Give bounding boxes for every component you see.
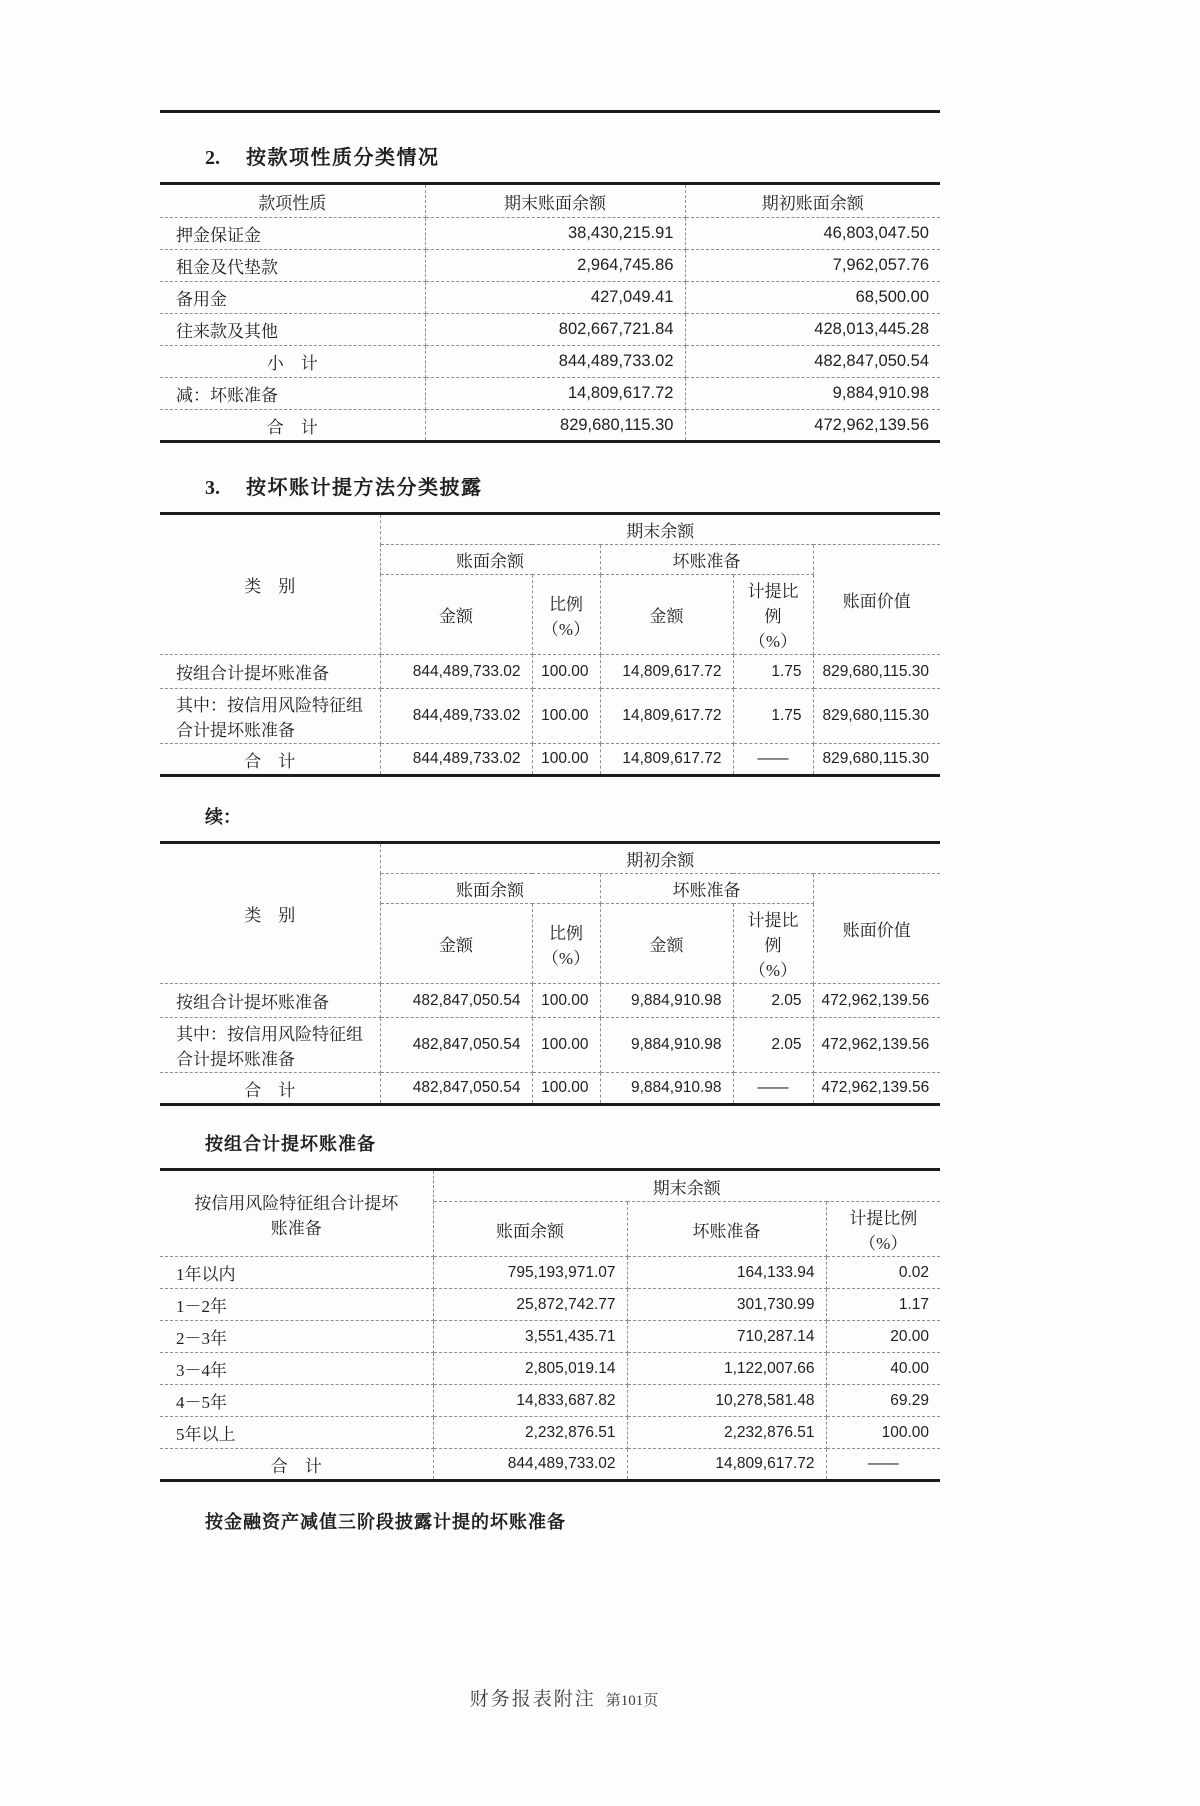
- cell-ending-balance: 14,809,617.72: [425, 378, 685, 410]
- table-row: [160, 1289, 940, 1321]
- table-row: [160, 1257, 940, 1289]
- total-row: [160, 1449, 940, 1481]
- cell-ending-balance: 829,680,115.30: [425, 410, 685, 442]
- table-row: [160, 1353, 940, 1385]
- total-row: [160, 744, 940, 776]
- cell-category: 其中：按信用风险特征组合计提坏账准备: [160, 689, 380, 744]
- cell-category: 按组合计提坏账准备: [160, 984, 380, 1018]
- cell-category: 按组合计提坏账准备: [160, 655, 380, 689]
- col-header-book-balance: 账面余额: [433, 1202, 627, 1257]
- cell-book-balance: 795,193,971.07: [433, 1257, 627, 1289]
- col-header-bad-debt: 坏账准备: [600, 874, 813, 904]
- cell-nature: 往来款及其他: [160, 314, 425, 346]
- cell-beginning-balance: 68,500.00: [685, 282, 940, 314]
- cell-provision-ratio: 1.75: [733, 689, 813, 744]
- table-row: [160, 689, 940, 744]
- cell-bad-debt: 164,133.94: [627, 1257, 826, 1289]
- cell-bad-debt: 14,809,617.72: [600, 689, 733, 744]
- cell-book-balance: 25,872,742.77: [433, 1289, 627, 1321]
- col-header-bad-debt: 坏账准备: [600, 545, 813, 575]
- cell-beginning-balance: 7,962,057.76: [685, 250, 940, 282]
- cell-nature: 减：坏账准备: [160, 378, 425, 410]
- table-row: [160, 1385, 940, 1417]
- cell-aging: 5年以上: [160, 1417, 433, 1449]
- cell-bad-debt: 9,884,910.98: [600, 1018, 733, 1073]
- table-row: [160, 282, 940, 314]
- section-3-title: 按坏账计提方法分类披露: [246, 477, 483, 499]
- cell-provision-ratio: 2.05: [733, 984, 813, 1018]
- cell-book-balance: 3,551,435.71: [433, 1321, 627, 1353]
- cell-provision-ratio: 2.05: [733, 1018, 813, 1073]
- cell-nature: 合 计: [160, 410, 425, 442]
- table-row: [160, 655, 940, 689]
- cell-aging: 3－4年: [160, 1353, 433, 1385]
- table-header-row: [160, 514, 940, 545]
- footer-title: 财务报表附注: [469, 1689, 596, 1710]
- col-header-amount: 金额: [380, 904, 532, 984]
- cell-amount: 482,847,050.54: [380, 1018, 532, 1073]
- continued-label: 续：: [205, 807, 241, 827]
- col-header-provision-ratio: [733, 904, 813, 984]
- col-header-provision-ratio: [733, 575, 813, 655]
- cell-ending-balance: 38,430,215.91: [425, 218, 685, 250]
- cell-amount: 844,489,733.02: [380, 655, 532, 689]
- section-3-number: 3.: [205, 477, 220, 499]
- col-header-provision-ratio-line1: 计提比例: [747, 582, 799, 626]
- cell-ratio: 100.00: [532, 744, 600, 776]
- col-header-credit-risk-category: 按信用风险特征组合计提坏账准备: [160, 1170, 433, 1257]
- cell-bad-debt: 9,884,910.98: [600, 984, 733, 1018]
- header-rule: [160, 110, 940, 113]
- cell-provision-ratio: 0.02: [826, 1257, 940, 1289]
- cell-ending-balance: 2,964,745.86: [425, 250, 685, 282]
- cell-nature: 租金及代垫款: [160, 250, 425, 282]
- col-header-ratio-line1: 比例: [549, 923, 583, 943]
- col-header-ratio: [532, 575, 600, 655]
- cell-beginning-balance: 9,884,910.98: [685, 378, 940, 410]
- table-row: [160, 250, 940, 282]
- table-row: [160, 218, 940, 250]
- cell-provision-ratio: 20.00: [826, 1321, 940, 1353]
- cell-beginning-balance: 428,013,445.28: [685, 314, 940, 346]
- cell-bad-debt: 14,809,617.72: [627, 1449, 826, 1481]
- cell-bad-debt: 2,232,876.51: [627, 1417, 826, 1449]
- cell-book-balance: 14,833,687.82: [433, 1385, 627, 1417]
- total-row: [160, 410, 940, 442]
- col-header-ratio-line2: （%）: [541, 619, 591, 639]
- cell-bad-debt: 10,278,581.48: [627, 1385, 826, 1417]
- table-row: [160, 1417, 940, 1449]
- cell-amount: 844,489,733.02: [380, 689, 532, 744]
- cell-category: 其中：按信用风险特征组合计提坏账准备: [160, 1018, 380, 1073]
- subtotal-row: [160, 346, 940, 378]
- col-header-beginning-balance: 期初账面余额: [685, 184, 940, 218]
- section-3-heading: [205, 471, 940, 500]
- table-header-row: [160, 184, 940, 218]
- cell-amount: 844,489,733.02: [380, 744, 532, 776]
- cell-bad-debt: 14,809,617.72: [600, 655, 733, 689]
- col-header-ending-balance: 期末账面余额: [425, 184, 685, 218]
- cell-category: 合 计: [160, 744, 380, 776]
- cell-carrying-value: 472,962,139.56: [813, 1073, 940, 1105]
- section-2-title: 按款项性质分类情况: [246, 147, 440, 169]
- cell-nature: 备用金: [160, 282, 425, 314]
- col-header-amount: 金额: [380, 575, 532, 655]
- cell-carrying-value: 472,962,139.56: [813, 1018, 940, 1073]
- footer-page-number: 第101页: [605, 1693, 659, 1709]
- cell-aging: 1－2年: [160, 1289, 433, 1321]
- cell-ending-balance: 802,667,721.84: [425, 314, 685, 346]
- section-2-number: 2.: [205, 147, 220, 169]
- cell-provision-ratio: 1.75: [733, 655, 813, 689]
- col-header-amount: 金额: [600, 575, 733, 655]
- bad-debt-method-table-ending: [160, 512, 940, 777]
- cell-carrying-value: 829,680,115.30: [813, 655, 940, 689]
- cell-aging: 1年以内: [160, 1257, 433, 1289]
- page-content: [160, 110, 940, 1711]
- col-header-bad-debt: 坏账准备: [627, 1202, 826, 1257]
- col-header-amount: 金额: [600, 904, 733, 984]
- cell-ratio: 100.00: [532, 984, 600, 1018]
- col-header-carrying-value: 账面价值: [813, 545, 940, 655]
- table-row: [160, 314, 940, 346]
- section-2-heading: [205, 141, 940, 170]
- cell-bad-debt: 14,809,617.72: [600, 744, 733, 776]
- cell-beginning-balance: 46,803,047.50: [685, 218, 940, 250]
- col-header-period-ending: 期末余额: [380, 514, 940, 545]
- cell-ending-balance: 844,489,733.02: [425, 346, 685, 378]
- cell-provision-ratio: ——: [733, 1073, 813, 1105]
- cell-book-balance: 2,232,876.51: [433, 1417, 627, 1449]
- col-header-period-beginning: 期初余额: [380, 843, 940, 874]
- table-row: [160, 378, 940, 410]
- cell-provision-ratio: 40.00: [826, 1353, 940, 1385]
- cell-category: 合 计: [160, 1073, 380, 1105]
- table-header-row: [160, 1170, 940, 1202]
- cell-carrying-value: 472,962,139.56: [813, 984, 940, 1018]
- cell-bad-debt: 301,730.99: [627, 1289, 826, 1321]
- cell-ratio: 100.00: [532, 655, 600, 689]
- col-header-provision-ratio-line2: （%）: [748, 961, 798, 980]
- cell-nature: 小 计: [160, 346, 425, 378]
- cell-provision-ratio: ——: [733, 744, 813, 776]
- three-stage-note: 按金融资产减值三阶段披露计提的坏账准备: [205, 1512, 566, 1532]
- cell-ratio: 100.00: [532, 1018, 600, 1073]
- table-header-row: [160, 843, 940, 874]
- table-row: [160, 1321, 940, 1353]
- col-header-book-balance: 账面余额: [380, 545, 600, 575]
- col-header-category: 类 别: [160, 843, 380, 984]
- col-header-provision-ratio-line1: 计提比例: [747, 911, 799, 955]
- table-row: [160, 984, 940, 1018]
- col-header-period-ending: 期末余额: [433, 1170, 940, 1202]
- bad-debt-method-table-beginning: [160, 841, 940, 1106]
- cell-carrying-value: 829,680,115.30: [813, 744, 940, 776]
- col-header-ratio: [532, 904, 600, 984]
- cell-provision-ratio: 1.17: [826, 1289, 940, 1321]
- cell-ratio: 100.00: [532, 1073, 600, 1105]
- cell-aging: 4－5年: [160, 1385, 433, 1417]
- cell-aging: 2－3年: [160, 1321, 433, 1353]
- col-header-nature: 款项性质: [160, 184, 425, 218]
- cell-book-balance: 2,805,019.14: [433, 1353, 627, 1385]
- cell-ratio: 100.00: [532, 689, 600, 744]
- cell-provision-ratio: 69.29: [826, 1385, 940, 1417]
- cell-carrying-value: 829,680,115.30: [813, 689, 940, 744]
- col-header-category: 类 别: [160, 514, 380, 655]
- cell-bad-debt: 710,287.14: [627, 1321, 826, 1353]
- cell-provision-ratio: 100.00: [826, 1417, 940, 1449]
- cell-beginning-balance: 482,847,050.54: [685, 346, 940, 378]
- table-row: [160, 1018, 940, 1073]
- total-row: [160, 1073, 940, 1105]
- cell-amount: 482,847,050.54: [380, 984, 532, 1018]
- page-footer: [160, 1684, 940, 1711]
- cell-aging: 合 计: [160, 1449, 433, 1481]
- portfolio-heading: 按组合计提坏账准备: [205, 1134, 376, 1154]
- cell-bad-debt: 9,884,910.98: [600, 1073, 733, 1105]
- col-header-ratio-line1: 比例: [549, 594, 583, 614]
- col-header-ratio-line2: （%）: [541, 948, 591, 968]
- col-header-provision-ratio: 计提比例（%）: [826, 1202, 940, 1257]
- cell-nature: 押金保证金: [160, 218, 425, 250]
- cell-bad-debt: 1,122,007.66: [627, 1353, 826, 1385]
- col-header-carrying-value: 账面价值: [813, 874, 940, 984]
- cell-provision-ratio: ——: [826, 1449, 940, 1481]
- cell-amount: 482,847,050.54: [380, 1073, 532, 1105]
- col-header-provision-ratio-line2: （%）: [748, 632, 798, 651]
- aging-provision-table: [160, 1168, 940, 1482]
- cell-book-balance: 844,489,733.02: [433, 1449, 627, 1481]
- cell-ending-balance: 427,049.41: [425, 282, 685, 314]
- cell-beginning-balance: 472,962,139.56: [685, 410, 940, 442]
- payment-nature-table: [160, 182, 940, 443]
- col-header-book-balance: 账面余额: [380, 874, 600, 904]
